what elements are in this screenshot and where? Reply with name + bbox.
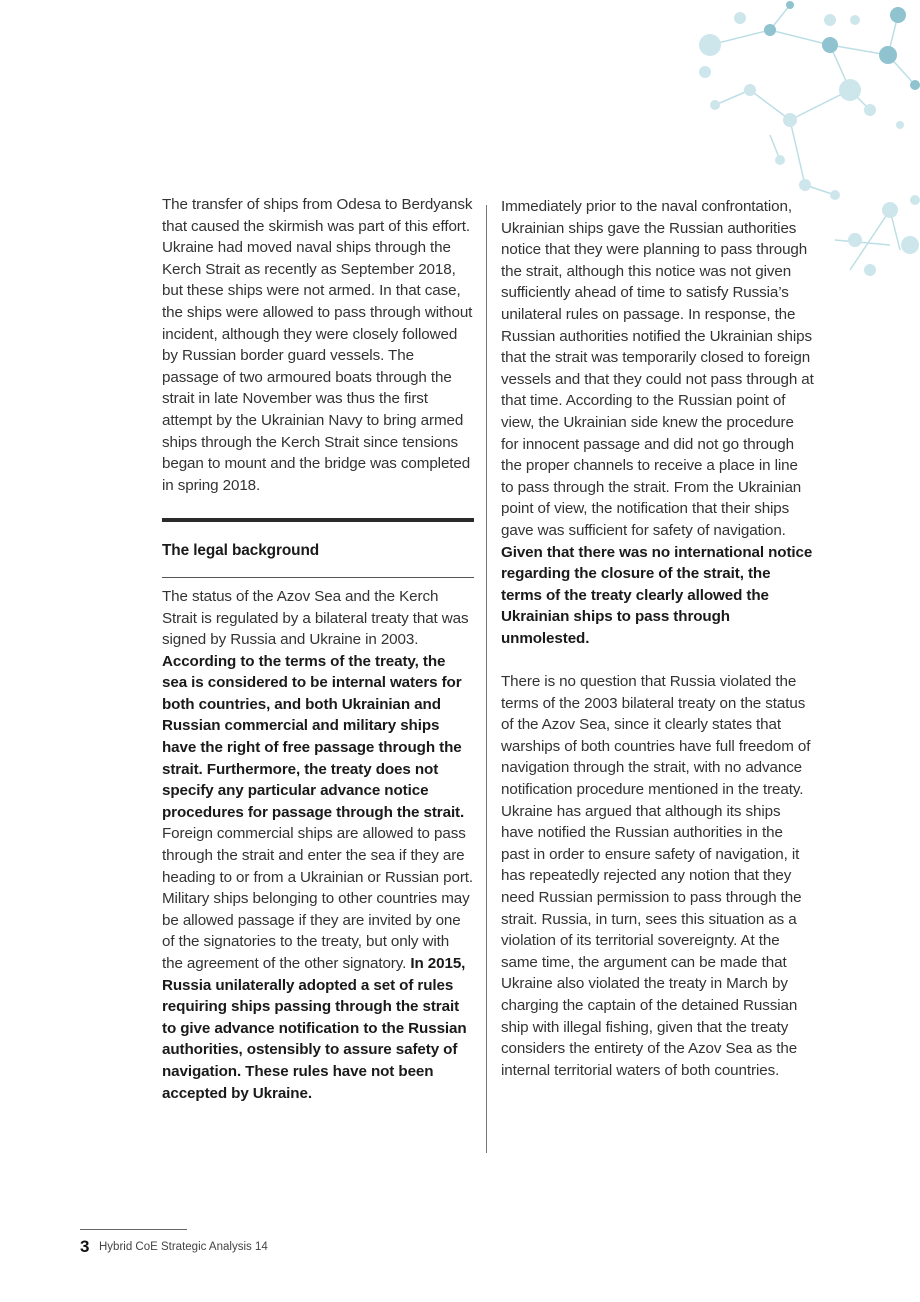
footer-rule [80, 1229, 187, 1230]
section-heading: The legal background [162, 542, 320, 560]
text-run: Immediately prior to the naval confrontation, Ukrainian ships gave the Russian authorities notice that they were planning to pass through the strait, although this notice was not given sufficiently ahead of time to satisfy Russia’s unilateral rules on passage. In response, the Russian authorities notified the Ukrainian ships that the strait was temporarily closed to foreign vessels and that they could not pass through at that time. According to the Russian point of view, the Ukrainian side knew the procedure for innocent passage and did not go through the proper channels to receive a place in line to pass through the strait. From the Ukrainian point of view, the notification that their ships gave was sufficient for safety of navigation. [501, 198, 814, 539]
publication-title: Hybrid CoE Strategic Analysis 14 [99, 1241, 268, 1253]
text-run: Foreign commercial ships are allowed to pass through the strait and enter the sea if they are heading to or from a Ukrainian or Russian port. Military ships belonging to other countries may be allowed passage if they are invited by one of the signatories to the treaty, but only with the agreement of the other signatory. [162, 825, 474, 972]
section-divider-thin [162, 577, 474, 578]
text-run: The status of the Azov Sea and the Kerch Strait is regulated by a bilateral treaty that was signed by Russia and Ukraine in 2003. [162, 587, 469, 649]
violation-paragraph: There is no question that Russia violated the terms of the 2003 bilateral treaty on the status of the Azov Sea, since it clearly states that warships of both countries have full freedom of navigation through the strait, with no advance notification procedure mentioned in the treaty. Ukraine has argued that although its ships have notified the Russian authorities in the past in order to ensure safety of navigation, it has repeatedly rejected any notion that they need Russian permission to pass through the strait. Russia, in turn, sees this situation as a violation of its territorial sovereignty. At the same time, the argument can be made that Ukraine also violated the treaty in March by charging the captain of the detained Russian ship with illegal fishing, given that the treaty considers the entirety of the Azov Sea as the internal territorial waters of both countries. [501, 673, 811, 1079]
bold-text-run: Given that there was no international notice regarding the closure of the strait, the terms of the treaty clearly allowed the Ukrainian ships to pass through unmolested. [501, 543, 813, 647]
confrontation-paragraph [501, 196, 814, 649]
legal-background-paragraph [162, 586, 474, 1104]
bold-text-run: According to the terms of the treaty, the sea is considered to be internal waters for both countries, and both Ukrainian and Russian commercial and military ships have the right of free passage through the strait. Furthermore, the treaty does not specify any particular advance notice procedures for passage through the strait. [162, 652, 465, 821]
left-column [162, 194, 474, 1104]
bold-text-run: In 2015, Russia unilaterally adopted a set of rules requiring ships passing through the strait to give advance notification to the Russian authorities, ostensibly to assure safety of navigation. These rules have not been accepted by Ukraine. [162, 955, 467, 1102]
intro-paragraph: The transfer of ships from Odesa to Berdyansk that caused the skirmish was part of this effort. Ukraine had moved naval ships through the Kerch Strait as recently as September 2018, but these ships were not armed. In that case, the ships were allowed to pass through without incident, although they were closely followed by Russian border guard vessels. The passage of two armoured boats through the strait in late November was thus the first attempt by the Ukrainian Navy to bring armed ships through the Kerch Strait since tensions began to mount and the bridge was completed in spring 2018. [162, 196, 473, 494]
section-divider-thick [162, 518, 474, 522]
right-column [501, 196, 814, 1081]
page-number: 3 [80, 1237, 90, 1256]
column-divider [486, 205, 487, 1153]
